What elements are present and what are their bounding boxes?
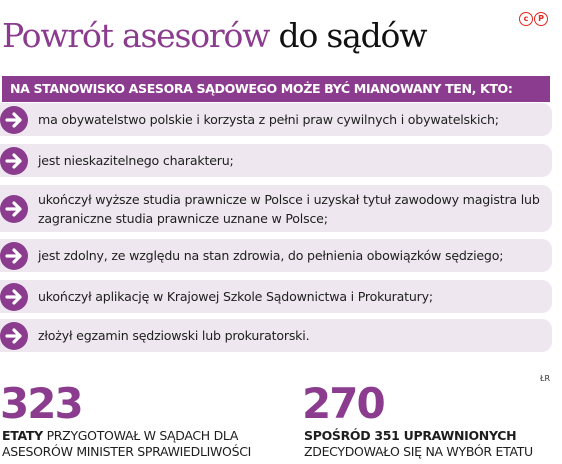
stat-line2: ZDECYDOWAŁO SIĘ NA WYBÓR ETATU — [304, 444, 533, 459]
list-item — [0, 319, 552, 352]
arrow-right-icon — [0, 283, 28, 311]
arrow-right-icon — [0, 106, 28, 134]
stat-number-posts: 323 — [0, 379, 82, 428]
criterion-text: ma obywatelstwo polskie i korzysta z pełni praw cywilnych i obywatelskich; — [38, 112, 499, 127]
arrow-right-icon — [0, 242, 28, 270]
stat-description-chosen — [304, 428, 533, 460]
criterion-text: złożył egzamin sędziowski lub prokuratorski. — [38, 328, 310, 343]
arrow-right-icon — [0, 195, 28, 223]
criterion-text: jest nieskazitelnego charakteru; — [38, 153, 234, 168]
stat-line2: ASESORÓW MINISTER SPRAWIEDLIWOŚCI — [2, 444, 252, 459]
author-credit: ŁR — [540, 374, 551, 383]
page-title — [2, 14, 426, 58]
criterion-text: ukończył wyższe studia prawnicze w Polsce i uzyskał tytuł zawodowy magistra lub zagraniczne studia prawnicze uznane w Polsce; — [38, 192, 540, 226]
title-highlight: Powrót asesorów — [2, 16, 270, 55]
criterion-text: ukończył aplikację w Krajowej Szkole Sądownictwa i Prokuratury; — [38, 289, 433, 304]
criterion-text: jest zdolny, ze względu na stan zdrowia, do pełnienia obowiązków sędziego; — [38, 248, 504, 263]
logo-letter-p: P — [534, 12, 548, 26]
list-item — [0, 239, 552, 272]
logo-letter-c: c — [519, 12, 533, 26]
list-item — [0, 103, 552, 136]
publisher-logo — [519, 12, 548, 26]
section-banner: NA STANOWISKO ASESORA SĄDOWEGO MOŻE BYĆ MIANOWANY TEN, KTO: — [2, 76, 550, 102]
stat-bold-label: ETATY — [2, 428, 43, 443]
arrow-right-icon — [0, 147, 28, 175]
list-item — [0, 144, 552, 177]
stat-bold-label: SPOŚRÓD 351 UPRAWNIONYCH — [304, 428, 517, 443]
list-item — [0, 185, 552, 232]
arrow-right-icon — [0, 322, 28, 350]
list-item — [0, 280, 552, 313]
stat-line1: PRZYGOTOWAŁ W SĄDACH DLA — [42, 428, 239, 443]
stat-number-chosen: 270 — [302, 379, 384, 428]
stat-description-posts — [2, 428, 251, 460]
title-rest: do sądów — [278, 16, 427, 55]
